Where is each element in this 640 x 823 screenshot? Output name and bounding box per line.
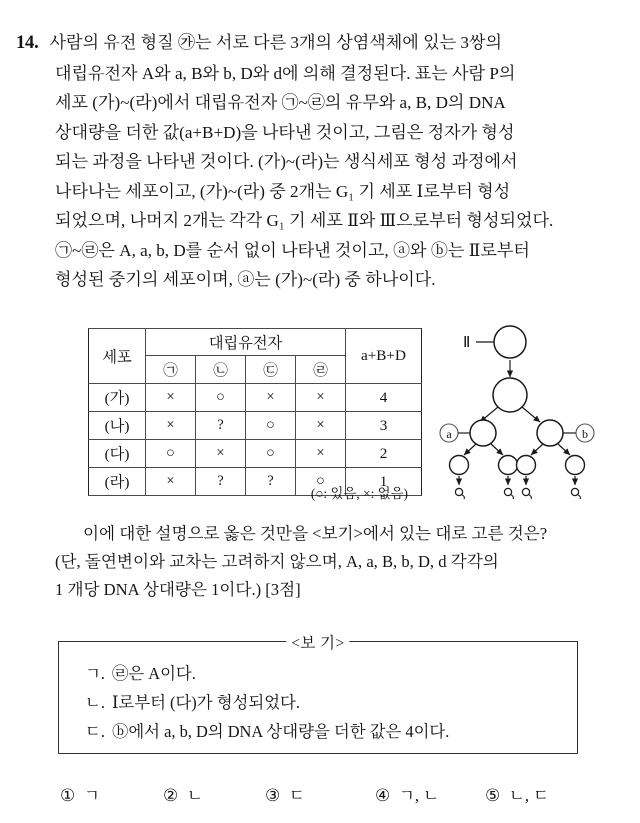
cell-ra-sum: 1 <box>346 468 422 496</box>
answer-choice-4-number: ④ <box>375 786 391 805</box>
cell-da-allele-2: × <box>196 440 246 468</box>
answer-choice-1-text: ㄱ <box>84 786 100 805</box>
header-allele-4: ㉣ <box>296 356 346 384</box>
answer-choice-3[interactable] <box>265 782 305 806</box>
stem-line-2: 대립유전자 A와 a, B와 b, D와 d에 의해 결정된다. 표는 사람 P의 <box>55 63 516 83</box>
cell-node-top <box>494 326 526 358</box>
answer-choice-1-number: ① <box>60 786 76 805</box>
sperm-icon-1 <box>455 488 464 499</box>
answer-choice-4[interactable] <box>375 782 439 806</box>
table-row <box>89 440 422 468</box>
cell-node-product-3 <box>517 456 536 475</box>
row-label-na: (나) <box>89 412 146 440</box>
label-a-text: a <box>446 427 452 441</box>
answer-choices <box>0 782 640 812</box>
row-label-da: (다) <box>89 440 146 468</box>
cell-na-allele-4: × <box>296 412 346 440</box>
header-cell-column: 세포 <box>89 329 146 384</box>
bogi-box <box>58 635 578 754</box>
answer-choice-4-text: ㄱ, ㄴ <box>399 786 439 805</box>
question-stem <box>0 28 640 295</box>
stem-line-7: 되었으며, 나머지 2개는 각각 G₁ 기 세포 Ⅱ와 Ⅲ으로부터 형성되었다. <box>55 211 554 230</box>
bogi-item-1 <box>59 659 577 688</box>
cell-ga-allele-1: × <box>146 384 196 412</box>
stem-line-4: 상대량을 더한 값(a+B+D)을 나타낸 것이고, 그림은 정자가 형성 <box>55 122 515 142</box>
bogi-item-3-text: ⓑ에서 a, b, D의 DNA 상대량을 더한 값은 4이다. <box>111 722 450 741</box>
bogi-item-3-key: ㄷ. <box>85 722 105 741</box>
prompt-line-3: 1 개당 DNA 상대량은 1이다.) [3점] <box>55 580 301 599</box>
cell-da-allele-3: ○ <box>246 440 296 468</box>
cell-na-allele-3: ○ <box>246 412 296 440</box>
bogi-item-1-text: ㉣은 A이다. <box>111 664 196 683</box>
cell-node-second <box>493 378 527 412</box>
answer-choice-5-number: ⑤ <box>485 786 501 805</box>
bogi-title: <보 기> <box>286 631 349 653</box>
bogi-item-2-text: Ⅰ로부터 (다)가 형성되었다. <box>111 693 300 712</box>
figure-area <box>0 325 640 510</box>
stem-line-6: 나타나는 세포이고, (가)~(라) 중 2개는 G₁ 기 세포 Ⅰ로부터 형성 <box>55 181 511 201</box>
question-number: 14. <box>16 33 39 53</box>
cell-da-sum: 2 <box>346 440 422 468</box>
prompt-line-2: (단, 돌연변이와 교차는 고려하지 않으며, A, a, B, b, D, d 각각의 <box>55 552 499 571</box>
table-row <box>89 412 422 440</box>
stem-text-1: 사람의 유전 형질 ㉮는 서로 다른 3개의 상염색체에 있는 3쌍의 <box>49 33 502 52</box>
bogi-item-1-key: ㄱ. <box>85 664 105 683</box>
answer-choice-5[interactable] <box>485 782 549 806</box>
cell-ra-allele-1: × <box>146 468 196 496</box>
cell-da-allele-1: ○ <box>146 440 196 468</box>
answer-choice-5-text: ㄴ, ㄷ <box>509 786 549 805</box>
bogi-item-3 <box>59 717 577 746</box>
header-allele-1: ㉠ <box>146 356 196 384</box>
table-row <box>89 384 422 412</box>
table-legend: (○: 있음, ×: 없음) <box>310 486 408 501</box>
answer-choice-2-number: ② <box>163 786 179 805</box>
cell-ra-allele-4: ○ <box>296 468 346 496</box>
allele-table <box>88 328 422 496</box>
cell-ga-allele-4: × <box>296 384 346 412</box>
answer-choice-2[interactable] <box>163 782 203 806</box>
cell-node-product-4 <box>566 456 585 475</box>
bogi-statement-list <box>59 659 577 746</box>
row-label-ra: (라) <box>89 468 146 496</box>
cell-node-product-2 <box>499 456 518 475</box>
header-allele-group: 대립유전자 <box>146 329 346 356</box>
table-header-row-1 <box>89 329 422 356</box>
stem-line-9: 형성된 중기의 세포이며, ⓐ는 (가)~(라) 중 하나이다. <box>55 270 436 289</box>
header-sum-column: a+B+D <box>346 329 422 384</box>
sperm-icon-2 <box>504 488 513 499</box>
cell-na-sum: 3 <box>346 412 422 440</box>
answer-choice-1[interactable] <box>60 782 100 806</box>
label-b-text: b <box>582 427 588 441</box>
bogi-item-2-key: ㄴ. <box>85 693 105 712</box>
header-allele-2: ㉡ <box>196 356 246 384</box>
spermatogenesis-diagram <box>438 325 638 500</box>
stem-line-3: 세포 (가)~(라)에서 대립유전자 ㉠~㉣의 유무와 a, B, D의 DNA <box>55 93 506 112</box>
sperm-icon-4 <box>571 488 580 499</box>
sperm-icon-3 <box>522 488 531 499</box>
cell-ra-allele-2: ? <box>196 468 246 496</box>
answer-choice-3-number: ③ <box>265 786 281 805</box>
cell-node-product-1 <box>450 456 469 475</box>
cell-node-left <box>470 420 496 446</box>
row-label-ga: (가) <box>89 384 146 412</box>
cell-node-right <box>537 420 563 446</box>
question-prompt <box>0 520 640 604</box>
bogi-item-2 <box>59 688 577 717</box>
cell-na-allele-1: × <box>146 412 196 440</box>
cell-ga-allele-2: ○ <box>196 384 246 412</box>
stem-line-1 <box>0 28 640 59</box>
cell-ga-sum: 4 <box>346 384 422 412</box>
stem-line-8: ㉠~㉣은 A, a, b, D를 순서 없이 나타낸 것이고, ⓐ와 ⓑ는 Ⅱ로부터 <box>55 240 530 260</box>
answer-choice-3-text: ㄷ <box>289 786 305 805</box>
label-cell-II: Ⅱ <box>463 335 471 351</box>
cell-ra-allele-3: ? <box>246 468 296 496</box>
prompt-line-1: 이에 대한 설명으로 옳은 것만을 <보기>에서 있는 대로 고른 것은? <box>83 524 548 543</box>
cell-ga-allele-3: × <box>246 384 296 412</box>
stem-line-5: 되는 과정을 나타낸 것이다. (가)~(라)는 생식세포 형성 과정에서 <box>55 152 518 171</box>
cell-da-allele-4: × <box>296 440 346 468</box>
answer-choice-2-text: ㄴ <box>187 786 203 805</box>
cell-na-allele-2: ? <box>196 412 246 440</box>
header-allele-3: ㉢ <box>246 356 296 384</box>
